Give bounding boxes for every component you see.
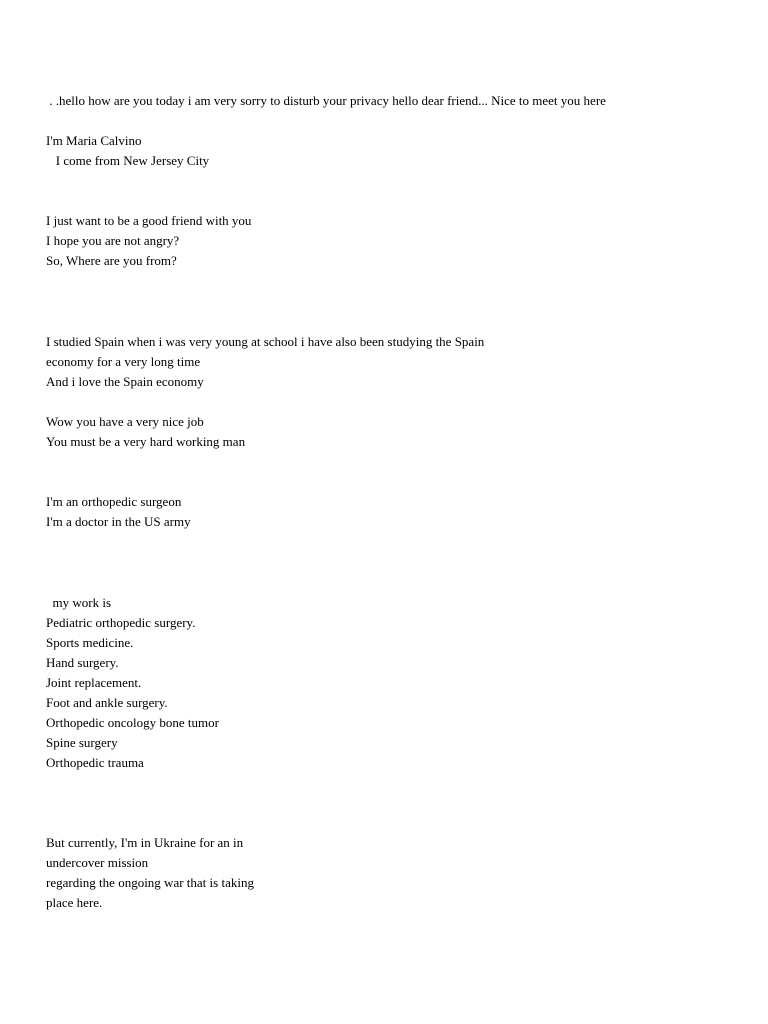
text-line: So, Where are you from?: [46, 253, 177, 268]
text-line: regarding the ongoing war that is taking: [46, 875, 254, 890]
text-line-greeting: . .hello how are you today i am very sorry to disturb your privacy hello dear friend... Nice to meet you here: [46, 93, 606, 108]
list-item: Orthopedic oncology bone tumor: [46, 715, 219, 730]
text-line: undercover mission: [46, 855, 149, 870]
list-item: Pediatric orthopedic surgery.: [46, 615, 196, 630]
text-line: You must be a very hard working man: [46, 434, 246, 449]
list-item: Spine surgery: [46, 735, 118, 750]
list-item: Hand surgery.: [46, 655, 119, 670]
text-line: I'm a doctor in the US army: [46, 514, 191, 529]
text-line: Wow you have a very nice job: [46, 414, 204, 429]
text-line-name: I'm Maria Calvino: [46, 133, 142, 148]
text-line: I hope you are not angry?: [46, 233, 180, 248]
text-line: economy for a very long time: [46, 354, 201, 369]
list-item: Foot and ankle surgery.: [46, 695, 168, 710]
list-item: Joint replacement.: [46, 675, 142, 690]
text-line-origin: I come from New Jersey City: [46, 153, 210, 168]
text-line: And i love the Spain economy: [46, 374, 204, 389]
text-line: But currently, I'm in Ukraine for an in: [46, 835, 244, 850]
text-line: I just want to be a good friend with you: [46, 213, 252, 228]
list-item: Orthopedic trauma: [46, 755, 144, 770]
text-line: I studied Spain when i was very young at school i have also been studying the Spain: [46, 334, 485, 349]
text-line: place here.: [46, 895, 103, 910]
text-line: I'm an orthopedic surgeon: [46, 494, 182, 509]
text-line-list-heading: my work is: [46, 595, 111, 610]
list-item: Sports medicine.: [46, 635, 134, 650]
